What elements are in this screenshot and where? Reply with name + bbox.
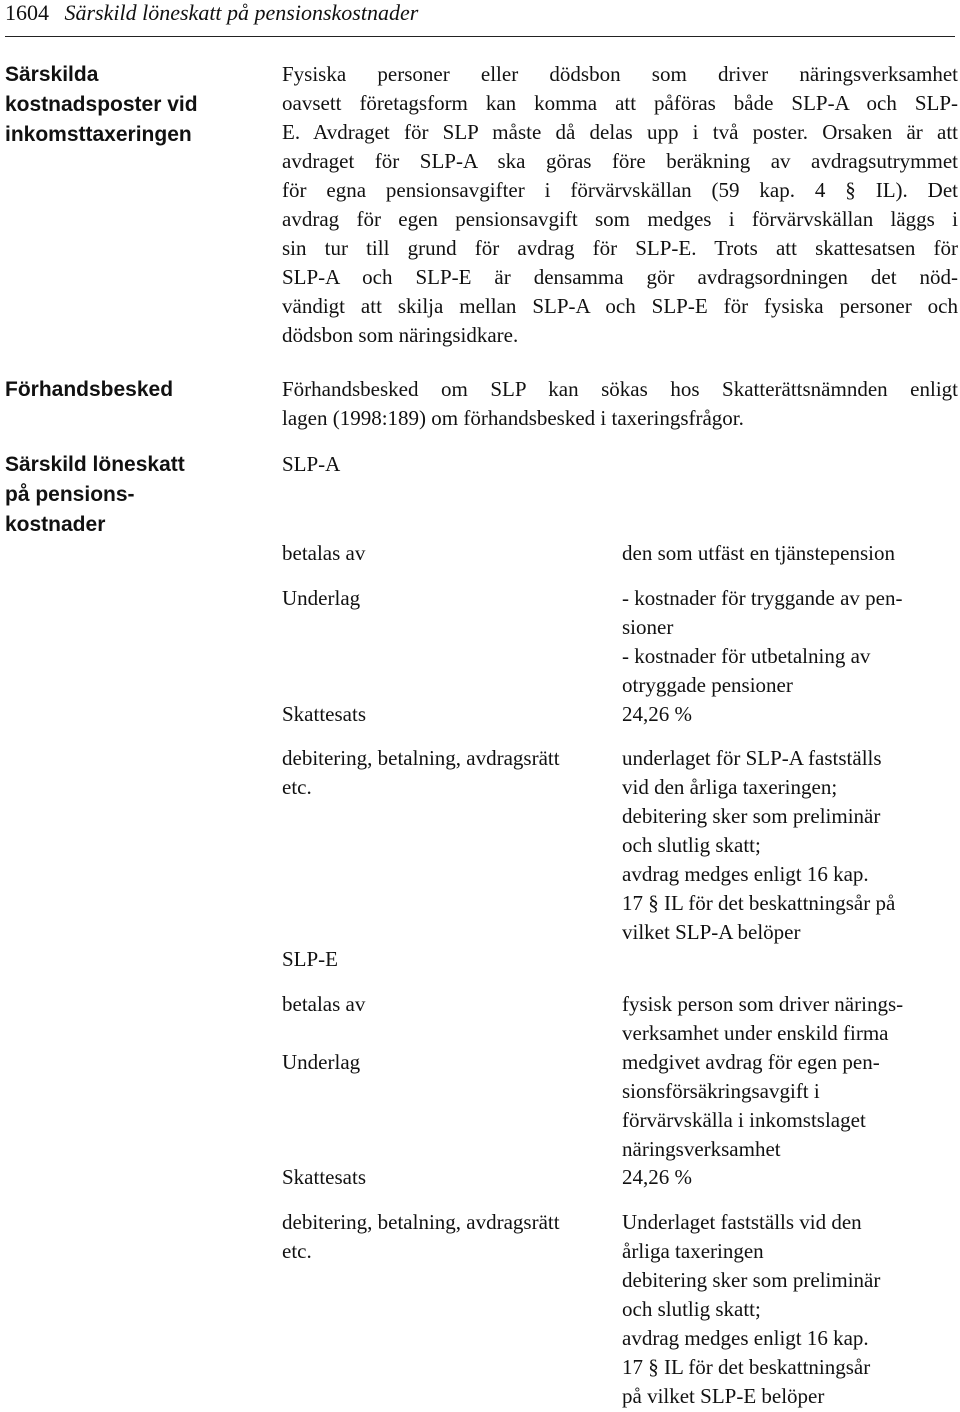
slp-a-paid-by-value: den som utfäst en tjänstepension	[622, 541, 895, 565]
slp-e-paid-by-label: betalas av	[282, 992, 366, 1016]
slp-a-paid-by-label: betalas av	[282, 541, 366, 565]
page-number: 1604	[5, 0, 49, 25]
slp-a-debit-value: underlaget för SLP-A fastställs vid den årliga taxeringen; debitering sker som preliminär och slutlig skatt; avdrag medges enligt 16 kap. 17 § IL för det beskattningsår på vilket SLP-A belöper	[622, 746, 896, 944]
slp-e-basis-label: Underlag	[282, 1050, 361, 1074]
slp-a-debit-label: debitering, betalning, avdragsrätt etc.	[282, 746, 560, 799]
slp-a-basis-label: Underlag	[282, 586, 361, 610]
running-title: Särskild löneskatt på pensionskostnader	[64, 0, 419, 25]
paragraph-advance-ruling: Förhandsbesked om SLP kan sökas hos Skatterättsnämnden enligt lagen (1998:189) om förhandsbesked i taxeringsfrågor.	[282, 377, 958, 430]
slp-e-rate-value: 24,26 %	[622, 1165, 692, 1189]
slp-a-heading: SLP-A	[282, 452, 341, 476]
slp-e-debit-label: debitering, betalning, avdragsrätt etc.	[282, 1210, 560, 1263]
slp-e-basis-value: medgivet avdrag för egen pen- sionsförsäkringsavgift i förvärvskälla i inkomstslaget näringsverksamhet	[622, 1050, 880, 1161]
slp-e-debit-value: Underlaget fastställs vid den årliga taxeringen debitering sker som preliminär och slutlig skatt; avdrag medges enligt 16 kap. 17 § IL för det beskattningsår på vilket SLP-E belöper	[622, 1210, 881, 1408]
sidebar-heading-special-costs: Särskilda kostnadsposter vid inkomsttaxeringen	[5, 63, 198, 146]
slp-e-paid-by-value: fysisk person som driver närings- verksamhet under enskild firma	[622, 992, 904, 1045]
page-header	[5, 0, 955, 37]
slp-a-basis-value: - kostnader för tryggande av pen- sioner - kostnader för utbetalning av otryggade pensioner	[622, 586, 903, 697]
slp-a-rate-label: Skattesats	[282, 702, 366, 726]
slp-a-rate-value: 24,26 %	[622, 702, 692, 726]
sidebar-heading-special-payroll-tax: Särskild löneskatt på pensions- kostnader	[5, 453, 185, 536]
paragraph-special-costs: Fysiska personer eller dödsbon som driver näringsverksamhet oavsett företagsform kan komma att påföras både SLP-A och SLP- E. Avdraget för SLP måste då delas upp i två poster. Orsaken är att avdraget för SLP-A ska göras före beräkning av avdragsutrymmet för egna pensionsavgifter i förvärvskällan (59 kap. 4 § IL). Det avdrag för egen pensionsavgift som medges i förvärvskällan läggs i sin tur till grund för avdrag för SLP-E. Trots att skattesatsen för SLP-A och SLP-E är densamma gör avdragsordningen det nöd- vändigt att skilja mellan SLP-A och SLP-E för fysiska personer och dödsbon som näringsidkare.	[282, 62, 958, 347]
sidebar-heading-advance-ruling: Förhandsbesked	[5, 378, 174, 401]
slp-e-rate-label: Skattesats	[282, 1165, 366, 1189]
slp-e-heading: SLP-E	[282, 947, 339, 971]
